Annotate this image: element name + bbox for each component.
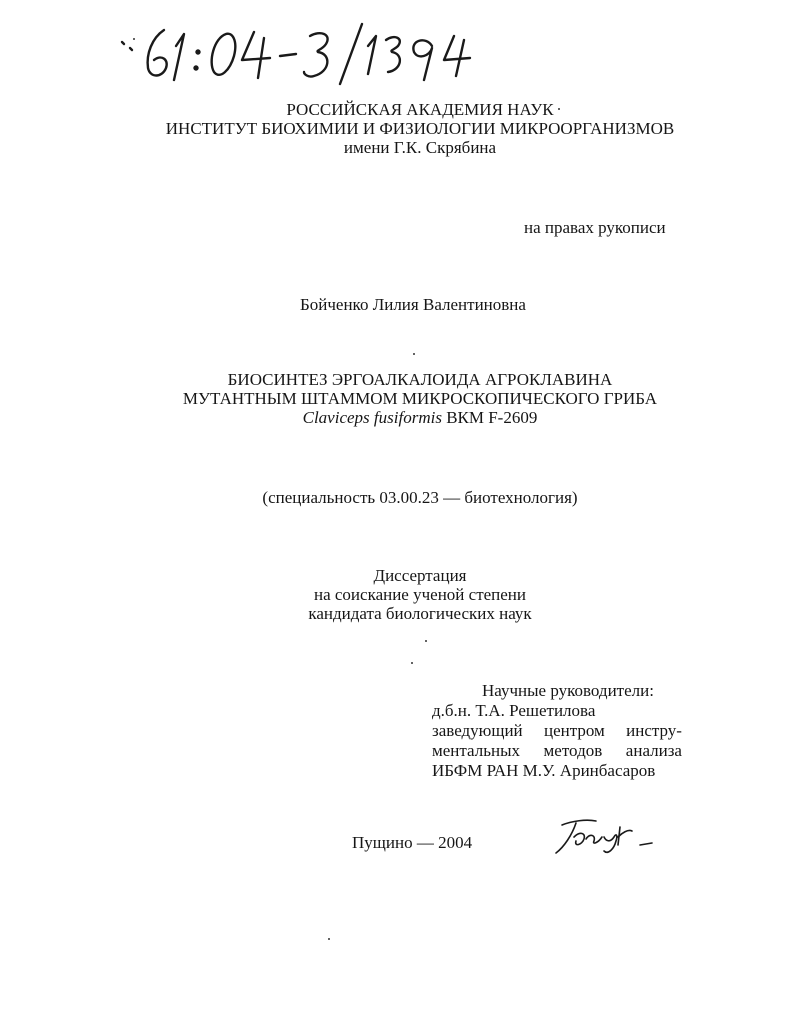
role-word: заведующий	[432, 721, 523, 740]
title-line-3	[100, 408, 740, 427]
scan-speck	[328, 938, 330, 940]
dissertation-label: Диссертация	[373, 566, 467, 585]
institute-named-after: имени Г.К. Скрябина	[343, 138, 497, 157]
scan-speck	[413, 353, 415, 355]
dissertation-degree-block	[100, 566, 740, 623]
supervisor-1: д.б.н. Т.А. Решетилова	[432, 701, 596, 720]
dissertation-title	[100, 370, 740, 427]
institute-name: ИНСТИТУТ БИОХИМИИ И ФИЗИОЛОГИИ МИКРООРГАНИЗМОВ	[165, 119, 675, 138]
academy-name: РОССИЙСКАЯ АКАДЕМИЯ НАУК	[286, 100, 554, 119]
role-word: центром	[544, 721, 605, 740]
scan-speck	[558, 108, 560, 110]
supervisor-2-role-line-1	[432, 721, 682, 741]
title-line-1: БИОСИНТЕЗ ЭРГОАЛКАЛОИДА АГРОКЛАВИНА	[227, 370, 613, 389]
archive-number-handwritten	[118, 16, 488, 86]
title-line-2: МУТАНТНЫМ ШТАММОМ МИКРОСКОПИЧЕСКОГО ГРИБА	[182, 389, 658, 408]
role-word: анализа	[625, 741, 682, 760]
degree-line-2: кандидата биологических наук	[308, 604, 532, 623]
specialty-line: (специальность 03.00.23 — биотехнология)	[262, 488, 578, 507]
scan-speck	[425, 640, 427, 642]
organization-block	[100, 100, 740, 157]
species-name: Claviceps fusiformis	[302, 408, 442, 427]
strain-code: ВКМ F-2609	[446, 408, 538, 427]
author-name: Бойченко Лилия Валентиновна	[300, 295, 526, 314]
degree-line-1: на соискание ученой степени	[313, 585, 527, 604]
role-word: методов	[543, 741, 603, 760]
place-and-year: Пущино — 2004	[352, 833, 473, 852]
role-word: ментальных	[432, 741, 520, 760]
handwritten-signature	[552, 815, 662, 860]
supervisor-2: ИБФМ РАН М.У. Аринбасаров	[432, 761, 656, 780]
role-word: инстру-	[626, 721, 682, 740]
manuscript-rights-note: на правах рукописи	[524, 218, 666, 237]
supervisors-block	[432, 681, 682, 781]
supervisors-heading: Научные руководители:	[482, 681, 654, 700]
scan-speck	[411, 662, 413, 664]
supervisor-2-role-line-2	[432, 741, 682, 761]
scan-speck	[133, 38, 135, 40]
